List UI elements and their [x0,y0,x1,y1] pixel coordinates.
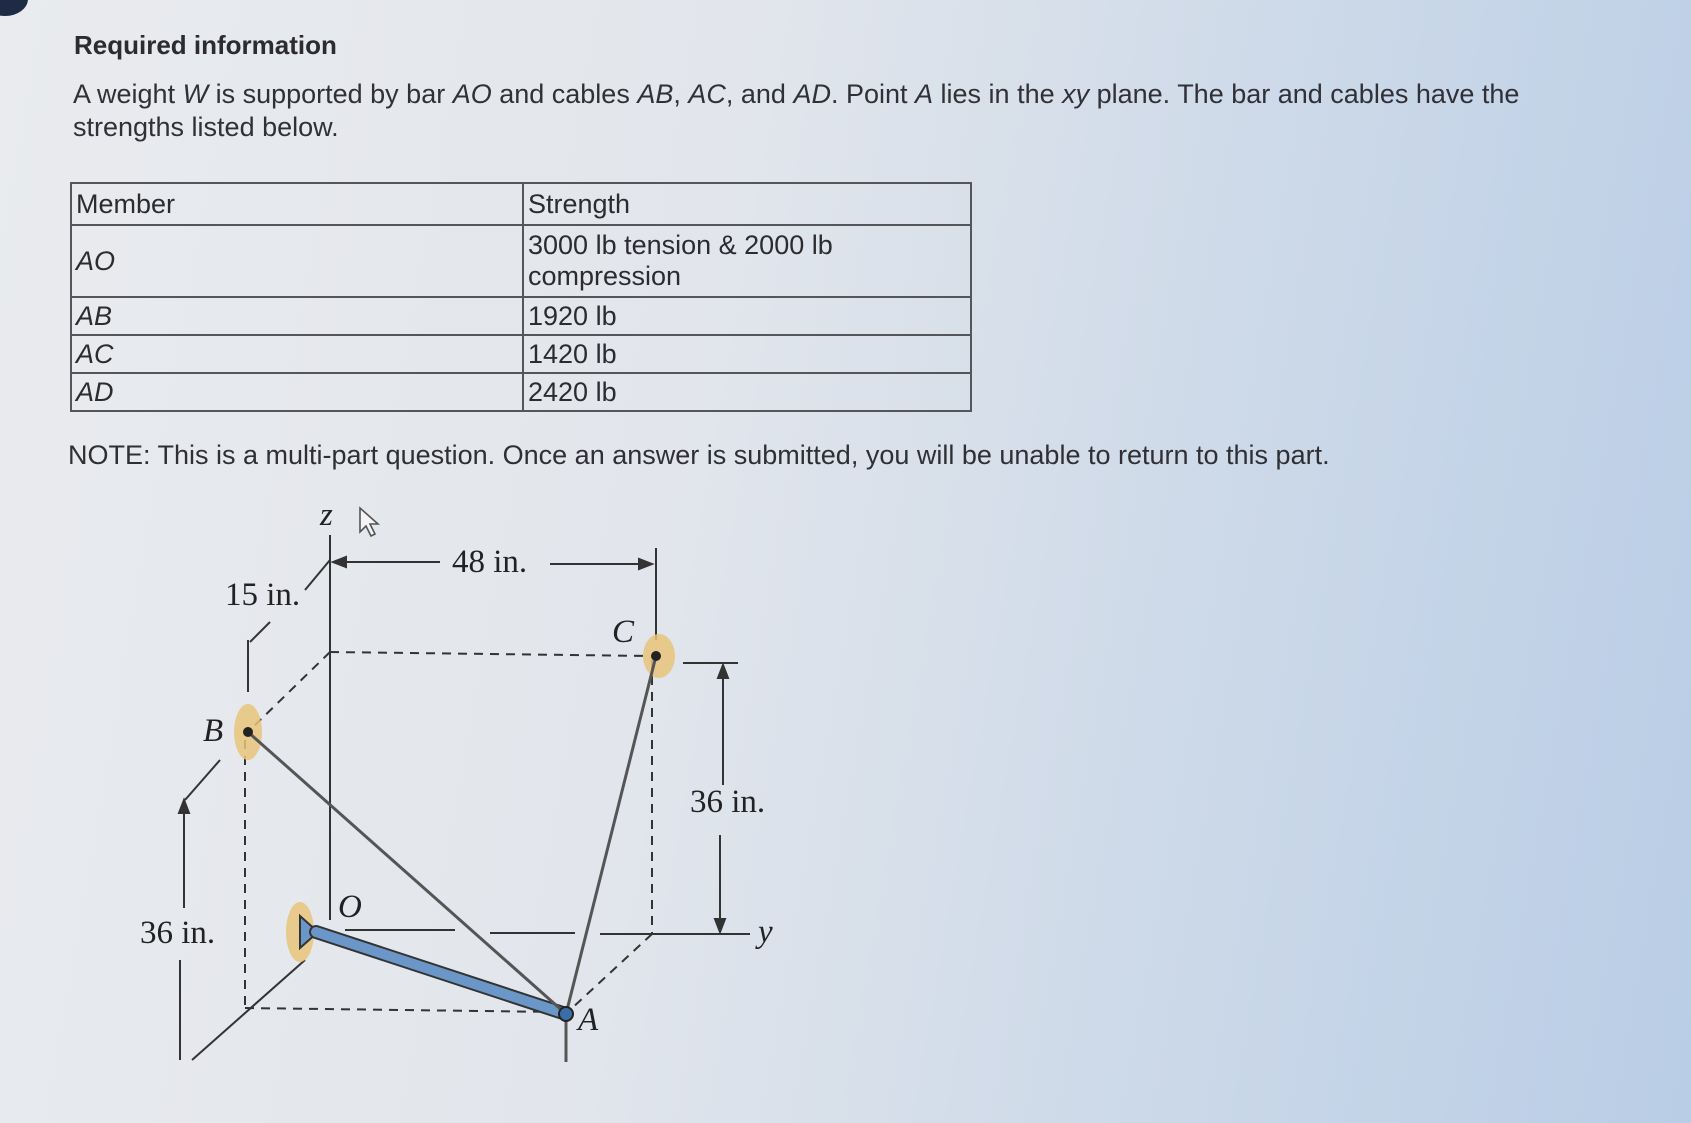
point-b-label: B [203,713,224,749]
point-c-label: C [612,614,635,650]
member-cell: AC [71,335,523,373]
arrowhead [718,665,728,678]
arrowhead [333,557,346,567]
z-axis-label: z [320,497,333,533]
mouse-cursor-icon [360,508,378,536]
page-title: Required information [74,30,337,60]
dim-36-left-extension [185,760,220,800]
arrowhead [639,559,652,569]
dashed-line [245,1008,560,1012]
cable-ac [566,656,656,1014]
problem-statement: A weight W is supported by bar AO and cables AB, AC, and AD. Point A lies in the xy plane. The bar and cables have the strengths listed below. [73,79,1520,142]
header-strength: Strength [523,183,971,225]
point-b-marker [243,727,253,737]
member-cell: AD [71,373,523,411]
dim-15-line [250,622,270,642]
point-c-marker [651,651,661,661]
dashed-line [250,652,330,730]
strength-cell: 2420 lb [523,373,971,411]
dim-15-label: 15 in. [225,577,301,613]
x-axis-line [192,960,305,1060]
dim-36-left-label: 36 in. [140,915,216,951]
point-a-marker [559,1007,573,1021]
cable-ab [248,732,566,1014]
member-cell: AB [71,297,523,335]
arrowhead [715,919,725,932]
dim-48-label: 48 in. [452,544,528,580]
strength-cell: 1920 lb [523,297,971,335]
dashed-line [330,652,650,656]
multi-part-note: NOTE: This is a multi-part question. Once an answer is submitted, you will be unable to return to this part. [68,440,1330,470]
dim-36-right-label: 36 in. [690,784,766,820]
point-a-label: A [578,1002,599,1038]
dim-15-line [305,560,330,590]
strength-cell: 1420 lb [523,335,971,373]
header-member: Member [71,183,523,225]
arrowhead [179,800,189,813]
bar-ao [316,932,566,1014]
y-axis-label: y [758,914,773,950]
strength-cell: 3000 lb tension & 2000 lb compression [523,225,971,297]
member-cell: AO [71,225,523,297]
point-o-label: O [338,889,362,925]
